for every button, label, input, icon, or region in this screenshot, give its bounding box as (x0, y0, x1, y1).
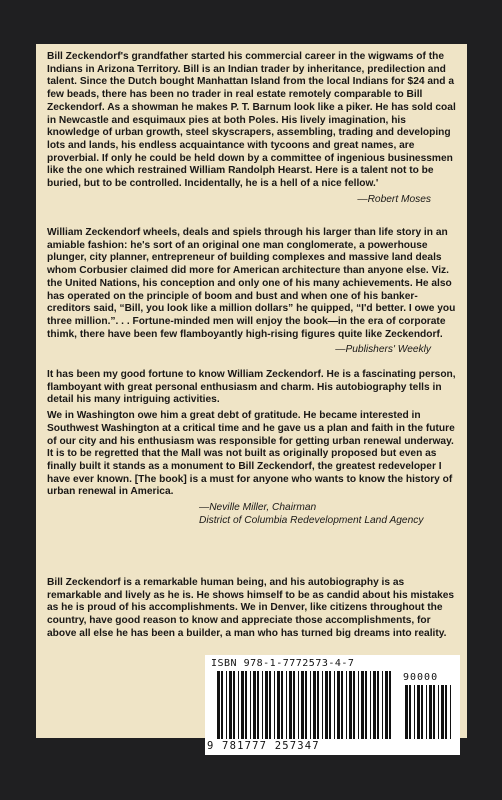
barcode-bar (317, 671, 319, 739)
quote-text: Bill Zeckendorf is a remarkable human being, and his autobiography is as remarkable and lively as he is. He shows himself to be as candid about his mistakes as he is proud of his accomplishments. We in Denver, like citizens throughout the country, have good reason to know and appreciate those accomplishments, for above all else he has been a builder, a man who has turned big dreams into reality. (47, 577, 455, 639)
barcode-bar (341, 671, 343, 739)
barcode-bar (241, 671, 244, 739)
barcode-bar (382, 671, 383, 739)
barcode-bar (329, 671, 331, 739)
barcode-bar (226, 671, 227, 739)
barcode-bar (310, 671, 311, 739)
barcode-bar (405, 685, 408, 739)
barcode-bar (253, 671, 256, 739)
barcode-bar (286, 671, 287, 739)
barcode-bar (365, 671, 367, 739)
barcode-bar (353, 671, 355, 739)
barcode-bar (433, 685, 435, 739)
barcode-bar (346, 671, 347, 739)
barcode-bar (445, 685, 447, 739)
barcode-bar (301, 671, 304, 739)
barcode-bar (277, 671, 280, 739)
barcode-bar (250, 671, 251, 739)
quote-text: We in Washington owe him a great debt of gratitude. He became interested in Southwest Washington at a critical time and he gave us a plan and faith in the future of our city and his enthusiasm was responsible for getting urban renewal underway. It is to be regretted that the Mall was not built as originally proposed but even as finally built it stands as a monument to Bill Zeckendorf, the greatest redeveloper I have ever known. [The book] is a must for anyone who wants to know the history of urban renewal in America. (47, 410, 455, 498)
barcode-bar (229, 671, 232, 739)
barcode-bar (281, 671, 283, 739)
barcode-bar (370, 671, 371, 739)
quote-text: It has been my good fortune to know William Zeckendorf. He is a fascinating person, flamboyant with great personal enthusiasm and charm. His autobiography tells in detail his many intriguing activities. (47, 369, 456, 406)
barcode-bar (265, 671, 268, 739)
barcode-bar (257, 671, 259, 739)
barcode-bar (385, 671, 388, 739)
barcode-bar (361, 671, 364, 739)
barcode-bar (305, 671, 307, 739)
quote-text: William Zeckendorf wheels, deals and spiels through his larger than life story in an amiable fashion: he's sort of an original one man conglomerate, a powerhouse plunger, city planner, entrepreneur of building complexes and massive land deals whom Corbusier claimed did more for American architecture than anyone else. Viz. the United Nations, his conception and only one of his many achievements. He also has operated on the principle of boom and bust and when one of his banker-creditors said, “Bill, you look like a million dollars” he quipped, “I'd better. I owe you three million.”. . . Fortune-minded men will enjoy the book—in the era of corporate thimk, there have been few flamboyantly high-rising figures quite like Zeckendorf. (47, 227, 456, 340)
barcode-bar (293, 671, 295, 739)
blurb-panel (36, 44, 467, 738)
barcode-bar (337, 671, 340, 739)
barcode-bar (298, 671, 299, 739)
barcode-bar (289, 671, 292, 739)
barcode-bar (377, 671, 379, 739)
quote-attribution (199, 502, 457, 527)
barcode-bar (414, 685, 415, 739)
quote-attribution: —Robert Moses (357, 193, 431, 205)
quote-palmer-hoyt (47, 577, 457, 644)
barcode-bar (238, 671, 239, 739)
barcode-bar (233, 671, 235, 739)
quote-robert-moses (47, 51, 457, 206)
barcode-bar (274, 671, 275, 739)
barcode-bar (429, 685, 432, 739)
attribution-name: —Neville Miller, Chairman (199, 502, 317, 514)
barcode-bar (334, 671, 335, 739)
quote-text: Bill Zeckendorf's grandfather started his commercial career in the wigwams of the Indians in Arizona Territory. Bill is an Indian trader by inheritance, predilection and talent. Since the Dutch bought Manhattan Island from the local Indians for $24 and a few beads, there has been no trader in real estate remotely comparable to Bill Zeckendorf. As a showman he makes P. T. Barnum look like a piker. He has sold coal in Newcastle and esquimaux pies at both Poles. His lively imagination, his knowledge of urban growth, steel skyscrapers, assembling, trading and developing lots and lands, his endless acquaintance with tycoons and great names, are proverbial. If only he could be held down by a committee of ingenious businessmen like the one which restrained William Randolph Hearst. Here is a talent not to be buried, but to be controlled. Incidentally, he is a hell of a nice fellow.' (47, 51, 456, 190)
barcode-bar (421, 685, 423, 739)
barcode-bar (389, 671, 391, 739)
price-code: 90000 (403, 672, 439, 683)
barcode-bar (217, 671, 220, 739)
barcode-bar (322, 671, 323, 739)
barcode-bar (438, 685, 439, 739)
isbn-label: ISBN 978-1-7772573-4-7 (211, 658, 355, 669)
barcode-bar (325, 671, 328, 739)
isbn-barcode (205, 655, 460, 755)
barcode-bar (313, 671, 316, 739)
barcode-bar (441, 685, 444, 739)
quote-attribution: —Publishers' Weekly (335, 344, 431, 356)
barcode-bar (450, 685, 451, 739)
barcode-bar (358, 671, 359, 739)
barcode-bar (269, 671, 271, 739)
barcode-bar (417, 685, 420, 739)
barcode-bar (262, 671, 263, 739)
ean-digits: 9 781777 257347 (207, 740, 320, 752)
barcode-bar (409, 685, 411, 739)
attribution-title: District of Columbia Redevelopment Land Agency (199, 514, 424, 526)
barcode-bar (221, 671, 223, 739)
barcode-bar (373, 671, 376, 739)
quote-publishers-weekly (47, 227, 457, 357)
barcode-bar (349, 671, 352, 739)
barcode-bar (426, 685, 427, 739)
barcode-bar (245, 671, 247, 739)
quote-neville-miller (47, 369, 457, 527)
